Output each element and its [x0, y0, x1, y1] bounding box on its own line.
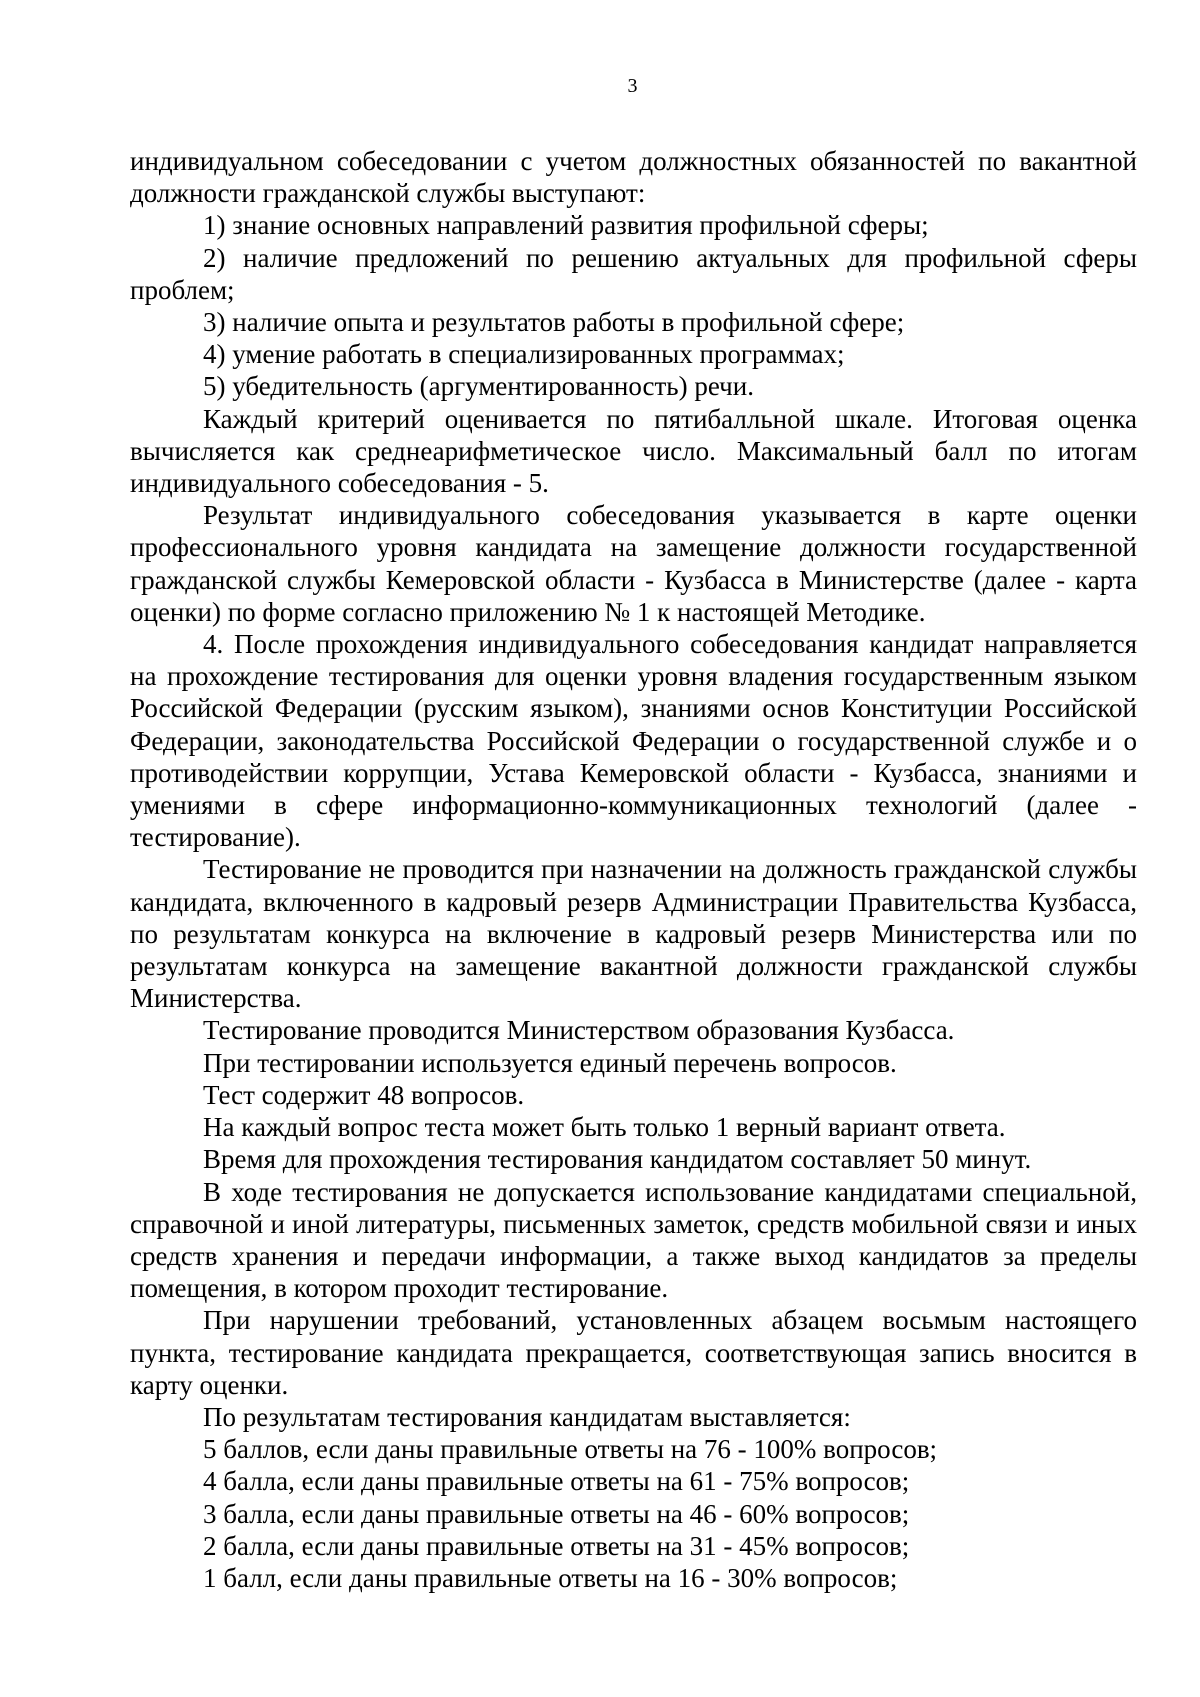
score-item-3: 3 балла, если даны правильные ответы на 46 - 60% вопросов;: [203, 1498, 910, 1529]
paragraph-12: При тестировании используется единый перечень вопросов.: [203, 1047, 897, 1078]
score-item-1: 1 балл, если даны правильные ответы на 16 - 30% вопросов;: [203, 1562, 898, 1593]
paragraph-3: 2) наличие предложений по решению актуальных для профильной сферы проблем;: [130, 242, 1137, 305]
paragraph-14: На каждый вопрос теста может быть только 1 верный вариант ответа.: [203, 1112, 1006, 1143]
paragraph-8: Результат индивидуального собеседования указывается в карте оценки профессионального уровня кандидата на замещение должности государственной гражданской службы Кемеровской области - Кузбасса в Министерстве (далее - карта оценки) по форме согласно приложению № 1 к настоящей Методике.: [130, 500, 1137, 627]
score-item-2: 2 балла, если даны правильные ответы на 31 - 45% вопросов;: [203, 1530, 910, 1561]
paragraph-11: Тестирование проводится Министерством образования Кузбасса.: [203, 1015, 955, 1046]
paragraph-6: 5) убедительность (аргументированность) речи.: [203, 371, 754, 402]
document-body: [130, 145, 1137, 1594]
paragraph-1: индивидуальном собеседовании с учетом должностных обязанностей по вакантной должности гражданской службы выступают:: [130, 146, 1137, 209]
paragraph-5: 4) умение работать в специализированных программах;: [203, 339, 845, 370]
paragraph-15: Время для прохождения тестирования кандидатом составляет 50 минут.: [203, 1144, 1032, 1175]
paragraph-4: 3) наличие опыта и результатов работы в профильной сфере;: [203, 307, 905, 338]
paragraph-9: 4. После прохождения индивидуального собеседования кандидат направляется на прохождение тестирования для оценки уровня владения государственным языком Российской Федерации (русским языком), знаниями основ Конституции Российской Федерации, законодательства Российской Федерации о государственной службе и о противодействии коррупции, Устава Кемеровской области - Кузбасса, знаниями и умениями в сфере информационно-коммуникационных технологий (далее - тестирование).: [130, 629, 1137, 853]
paragraph-2: 1) знание основных направлений развития профильной сферы;: [203, 210, 929, 241]
paragraph-18: По результатам тестирования кандидатам выставляется:: [203, 1401, 851, 1432]
score-item-4: 4 балла, если даны правильные ответы на 61 - 75% вопросов;: [203, 1466, 910, 1497]
paragraph-13: Тест содержит 48 вопросов.: [203, 1079, 525, 1110]
paragraph-17: При нарушении требований, установленных абзацем восьмым настоящего пункта, тестирование кандидата прекращается, соответствующая запись вносится в карту оценки.: [130, 1305, 1137, 1400]
score-item-5: 5 баллов, если даны правильные ответы на 76 - 100% вопросов;: [203, 1434, 938, 1465]
page-number: 3: [627, 75, 638, 97]
paragraph-10: Тестирование не проводится при назначении на должность гражданской службы кандидата, включенного в кадровый резерв Администрации Правительства Кузбасса, по результатам конкурса на включение в кадровый резерв Министерства или по результатам конкурса на замещение вакантной должности гражданской службы Министерства.: [130, 854, 1137, 1014]
paragraph-16: В ходе тестирования не допускается использование кандидатами специальной, справочной и иной литературы, письменных заметок, средств мобильной связи и иных средств хранения и передачи информации, а также выход кандидатов за пределы помещения, в котором проходит тестирование.: [130, 1176, 1137, 1304]
paragraph-7: Каждый критерий оценивается по пятибалльной шкале. Итоговая оценка вычисляется как среднеарифметическое число. Максимальный балл по итогам индивидуального собеседования - 5.: [130, 403, 1137, 499]
